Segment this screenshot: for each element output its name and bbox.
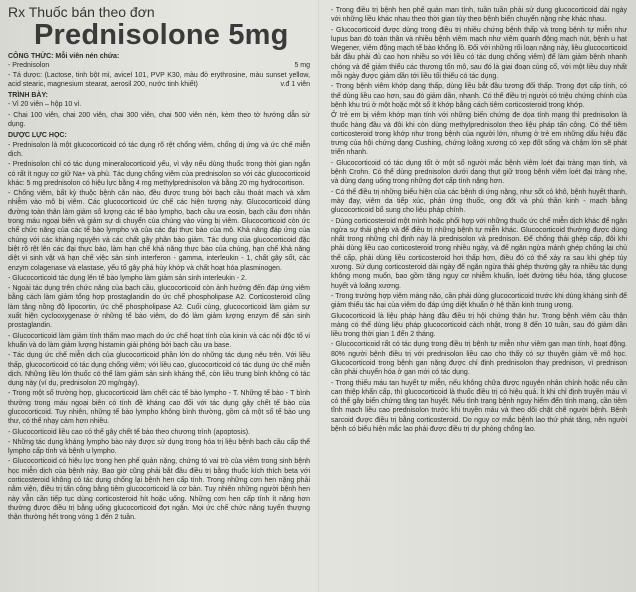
pharmacology-paragraph: - Prednisolon là một glucocorticoid có tác dụng rõ rệt chống viêm, chống dị ứng và ức chế miễn dịch. (8, 141, 310, 158)
presentation-line: - Chai 100 viên, chai 200 viên, chai 300 viên, chai 500 viên nén, kèm theo tờ hướng dẫn sử dụng. (8, 111, 310, 129)
pharmacology-paragraph: - Glucocorticoid có hiệu lực trong hen phế quản nặng, chứng tỏ vai trò của viêm trong sinh bệnh học miễn dịch của bệnh này. Bao giờ cũng phải bắt đầu điều trị bằng thuốc kích thích beta với corticosteroid không có tác dụng chống lại bệnh hen cấp tính. Trong những cơn hen nặng phải nằm viện, điều trị tấn công bằng tiêm glucocorticoid là cơ bản. Tuy nhiên những người bệnh hen này vẫn cần tiếp tục dùng corticosteroid hít hoặc uống. Những cơn hen cấp tính ít nặng hơn thường được điều trị bằng uống glucocorticoid đợt ngắn. Mọi ức chế chức năng tuyến thượng thận thường hết trong vòng 1 đến 2 tuần. (8, 458, 310, 522)
pharmacology-paragraph: - Glucocorticoid tác dụng lên tế bào lympho làm giảm sản sinh interleukin - 2. (8, 274, 247, 282)
presentation-line: - Vỉ 20 viên – hộp 10 vỉ. (8, 101, 82, 109)
right-column (331, 6, 627, 592)
pharmacology-paragraph: - Glucocorticoid liều cao có thể gây chết tế bào theo chương trình (apoptosis). (8, 428, 250, 436)
ingredient-amount: v.đ 1 viên (280, 80, 310, 88)
ingredient-name: - Prednisolon (8, 62, 50, 70)
page-fold (318, 0, 319, 592)
pharmacology-paragraph: - Glucocorticoid làm giảm tính thấm mao mạch do ức chế hoạt tính của kinin và các nội độc tố vi khuẩn và do làm giảm lượng histamin giải phóng bởi bạch cầu ưa base. (8, 332, 310, 349)
product-title: Prednisolone 5mg (34, 19, 289, 51)
pharmacology-paragraph: - Dùng corticosteroid một mình hoặc phối hợp với những thuốc ức chế miễn dịch khác để ngăn ngừa sự thải ghép và để điều trị những bệnh tự miễn khác. Glucocorticoid thường được dùng nhất trong những chỉ định này là prednisolon và prednison. Để chống thải ghép cấp, đôi khi phải dùng liều cao corticosteroid trong nhiều ngày, và để ngăn ngừa mảnh ghép chống lại chủ thể cấp, phải dùng liều corticosteroid hơi thấp hơn, điều đó có thể xảy ra sau khi ghép tủy xương. Sử dụng corticosteroid dài ngày để ngăn ngừa thải ghép thường gây ra nhiều tác dụng không mong muốn, bao gồm tăng nguy cơ nhiễm khuẩn, loét đường tiêu hóa, tăng glucose huyết và loãng xương. (331, 217, 627, 290)
pharmacology-paragraph: - Trong trường hợp viêm màng não, cần phải dùng glucocorticoid trước khi dùng kháng sinh để giảm thiểu tác hại của viêm do đáp ứng diệt khuẩn ở hệ thần kinh trung ương. (331, 292, 627, 310)
pharmacology-paragraph: Glucocorticoid là liệu pháp hàng đầu điều trị hội chứng thận hư. Trong bệnh viêm cầu thận màng có thể dùng liệu pháp glucocorticoid cách nhật, trong 8 đến 10 tuần, sau đó giảm dần liều trong thời gian 1 đến 2 tháng. (331, 312, 627, 339)
ingredient-amount: 5 mg (294, 62, 310, 70)
pharmacology-paragraph: Ở trẻ em bị viêm khớp mạn tính với những biến chứng đe dọa tính mạng thì prednisolon là thuốc hàng đầu và đôi khi còn dùng methylprednisolon theo liệu pháp tấn công. Có thể tiêm corticosteroid trong khớp như trong bệnh của người lớn, nhưng ở trẻ em những dấu hiệu đặc trưng của hội chứng dạng Cushing, chứng loãng xương có xẹp đốt sống và chậm lớn sẽ phát triển nhanh. (331, 112, 627, 157)
pharmacology-paragraph: - Trong một số trường hợp, glucocorticoid làm chết các tế bào lympho - T. Những tế bào - T bình thường trong máu ngoại biên có tính đề kháng cao đối với tác dụng gây chết tế bào của glucocorticoid. Tuy nhiên, những tế bào lympho không bình thường, gồm cả một số tế bào ung thư, có thể nhạy cảm hơn nhiều. (8, 390, 310, 426)
presentation-heading: TRÌNH BÀY: (8, 92, 48, 100)
pharmacology-paragraph: - Trong thiếu máu tan huyết tự miễn, nếu không chữa được nguyên nhân chính hoặc nếu cần can thiệp khẩn cấp, thì glucocorticoid là thuốc điều trị có hiệu quả. Ít khi chỉ định truyền máu vì có thể gây biến chứng tăng tan huyết. Nếu tình trạng bệnh nguy hiểm đến tính mạng, cần tiêm tĩnh mạch liều cao prednisolon trước khi truyền máu và theo dõi chặt chẽ người bệnh. Bệnh sarcoid được điều trị bằng corticosteroid. Do nguy cơ mắc bệnh lao thứ phát tăng, nên người bệnh có biểu hiện mắc lao phải được điều trị dự phòng chống lao. (331, 379, 627, 434)
pharmacology-paragraph: - Tác dụng ức chế miễn dịch của glucocorticoid phần lớn do những tác dụng nêu trên. Với liều thấp, glucocorticoid có tác dụng chống viêm; với liều cao, glucocorticoid có tác dụng ức chế miễn dịch. Những liều lớn thuốc có thể làm giảm sản sinh kháng thể, còn liều trung bình không có tác dụng này (ví dụ, prednisolon 20 mg/ngày). (8, 352, 310, 388)
pharmacology-paragraph: - Chống viêm, bất kỳ thuộc bệnh căn nào, đều được trung bởi bạch cầu thoát mạch và xâm nhiễm vào mô bị viêm. Các glucocorticoid ức chế các hiện tượng này. Glucocorticoid dùng đường toàn thân làm giảm số lượng các tế bào lympho, bạch cầu ưa eosin, bạch cầu đơn nhân trong máu ngoại biên và giảm sự di chuyển của chúng vào vùng bị viêm. Glucocorticoid còn ức chế chức năng của các tế bào lympho và của các đại thực bào của mô. Khả năng đáp ứng của chúng với các kháng nguyên và các chất gây phân bào giảm. Tác dụng của glucocorticoid đặc biệt rõ rệt lên các đại thực bào, làm hạn chế khả năng thực bào của chúng, hạn chế khả năng diệt vi sinh vật và hạn chế việc sản sinh interferon - gamma, interleukin - 1, chất gây sốt, các enzym colagenase và elastase, yếu tố gây phá hủy khớp và chất hoạt hóa plasminogen. (8, 190, 310, 272)
pharmacology-paragraph: - Glucocorticoid có tác dụng tốt ở một số người mắc bệnh viêm loét đại tràng mạn tính, và bệnh Crohn. Có thể dùng prednisolon dưới dạng thụt giữ trong bệnh viêm loét đại tràng nhẹ, và dùng dạng uống trong những đợt cấp tính nặng hơn. (331, 159, 627, 186)
pharmacology-heading: DƯỢC LỰC HỌC: (8, 132, 67, 140)
composition-heading: CÔNG THỨC: Mỗi viên nén chứa: (8, 53, 120, 60)
pharmacology-paragraph: - Trong điều trị bệnh hen phế quản mạn tính, tuần tuần phải sử dụng glucocorticoid dài ngày với những liều khác nhau theo thời gian tùy theo bệnh biến chuyển nặng nhẹ khác nhau. (331, 7, 627, 24)
pharmacology-paragraph: - Glucocorticoid rất có tác dụng trong điều trị bệnh tự miễn như viêm gan mạn tính, hoạt động. 80% người bệnh điều trị với prednisolon liều cao cho thấy có sự thuyên giảm về mô học. Glucocorticoid trong bệnh gan nặng được chỉ định prednisolon thay prednison, vì prednison cần phải chuyển hóa ở gan mới có tác dụng. (331, 341, 627, 377)
pharmacology-paragraph: - Glucocorticoid được dùng trong điều trị nhiều chứng bệnh thấp và trong bệnh tự miễn như lupus ban đỏ toàn thân và nhiều bệnh viêm mạch như viêm quanh động mạch nút, bệnh u hạt Wegener, viêm động mạch tế bào khổng lồ. Đối với những rối loạn nặng này, liều glucocorticoid bắt đầu phải đủ cao hơn nhiều so với liều có tác dụng chống viêm) để làm giảm bệnh nhanh chóng và để giảm thiểu các thương tổn mô, sau đó là giai đoạn củng cố, với một liều duy nhất mỗi ngày được giảm dần tới liều tối thiểu có tác dụng. (331, 26, 627, 81)
composition-row (8, 71, 310, 90)
pharmacology-paragraph: - Có thể điều trị những biểu hiện của các bệnh di ứng nặng, như sốt cỏ khô, bệnh huyết thanh, mày đay, viêm da tiếp xúc, phản ứng thuốc, ong đốt và phù thần kinh - mạch bằng glucocorticoid bổ sung cho liệu pháp chính. (331, 188, 627, 215)
rx-label: Rx Thuốc bán theo đơn (8, 4, 155, 20)
pharmacology-paragraph: - Những tác dụng kháng lympho bào này được sử dụng trong hóa trị liệu bệnh bạch cầu cấp thể lympho cấp tính và bệnh u lympho. (8, 438, 310, 456)
ingredient-name: - Tá dược: (Lactose, tinh bột mì, avicel 101, PVP K30, màu đỏ erythrosine, màu sunset yellow, acid stearic, magnesium stearat, aerosil 200, nước tinh khiết) (8, 71, 310, 88)
left-column (8, 0, 310, 592)
pharmacology-paragraph: - Ngoài tác dụng trên chức năng của bạch cầu, glucocorticoid còn ảnh hưởng đến đáp ứng viêm bằng cách làm giảm tổng hợp prostaglandin do ức chế phospholipase A2. Corticosteroid cũng làm tăng nồng độ lipocortin, ức chế phospholipase A2. Cuối cùng, glucocorticoid làm giảm sự xuất hiện cyclooxygenase ở những tế bào viêm, do đó làm giảm lượng enzym để sản sinh prostaglandin. (8, 285, 310, 330)
composition-row (8, 61, 310, 70)
pharmacology-paragraph: - Prednisolon chỉ có tác dụng mineralocorticoid yếu, vì vậy nếu dùng thuốc trong thời gian ngắn có rất ít nguy cơ giữ Na+ và phù. Tác dụng chống viêm của prednisolon so với các glucocorticoid khác: 5 mg prednisolon có hiệu lực bằng 4 mg methylprednisolon và bằng 20 mg hydrocortison. (8, 161, 310, 187)
pharmacology-paragraph: - Trong bệnh viêm khớp dạng thấp, dùng liều bắt đầu tương đối thấp. Trong đợt cấp tính, có thể dùng liều cao hơn, sau đó giảm dần, nhanh. Có thể điều trị người có triệu chứng chính của bệnh khu trú ở một hoặc một số ít khớp bằng cách tiêm corticosteroid trong khớp. (331, 83, 627, 109)
